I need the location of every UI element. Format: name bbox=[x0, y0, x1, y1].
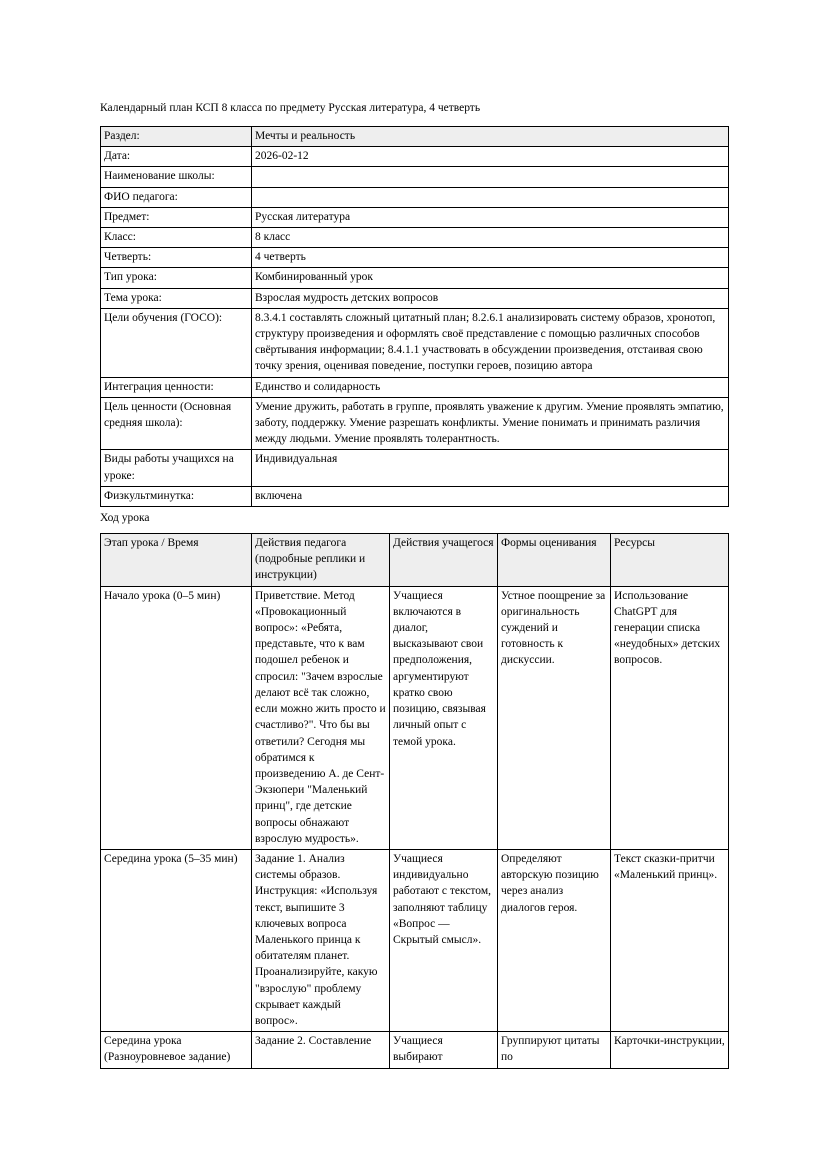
info-label: Четверть: bbox=[101, 248, 252, 268]
table-row bbox=[101, 167, 729, 187]
column-header-assessment: Формы оценивания bbox=[498, 534, 611, 587]
cell-stage: Середина урока (Разноуровневое задание) bbox=[101, 1032, 252, 1068]
info-label: Тема урока: bbox=[101, 288, 252, 308]
cell-teacher-actions: Задание 1. Анализ системы образов. Инструкция: «Используя текст, выпишите 3 ключевых вопроса Маленького принца к обитателям планет. Проанализируйте, какую "взрослую" проблему скрывает каждый вопрос». bbox=[252, 849, 390, 1031]
table-row bbox=[101, 1032, 729, 1068]
cell-student-actions: Учащиеся включаются в диалог, высказывают свои предположения, аргументируют кратко свою позицию, связывая личный опыт с темой урока. bbox=[390, 586, 498, 849]
info-label: Тип урока: bbox=[101, 268, 252, 288]
lesson-flow-body bbox=[101, 586, 729, 1068]
info-label: Физкультминутка: bbox=[101, 486, 252, 506]
info-value: Индивидуальная bbox=[252, 450, 729, 486]
cell-assessment: Определяют авторскую позицию через анализ диалогов героя. bbox=[498, 849, 611, 1031]
lesson-info-table bbox=[100, 126, 729, 507]
table-row bbox=[101, 268, 729, 288]
info-label: Предмет: bbox=[101, 207, 252, 227]
info-label: Класс: bbox=[101, 228, 252, 248]
lesson-flow-header bbox=[101, 534, 729, 587]
info-label: Интеграция ценности: bbox=[101, 377, 252, 397]
info-label: ФИО педагога: bbox=[101, 187, 252, 207]
cell-resources: Использование ChatGPT для генерации списка «неудобных» детских вопросов. bbox=[611, 586, 729, 849]
cell-teacher-actions: Приветствие. Метод «Провокационный вопрос»: «Ребята, представьте, что к вам подошел ребенок и спросил: "Зачем взрослые делают всё так сложно, если можно жить просто и счастливо?". Что бы вы ответили? Сегодня мы обратимся к произведению А. де Сент-Экзюпери "Маленький принц", где детские вопросы обнажают взрослую мудрость». bbox=[252, 586, 390, 849]
column-header-stage: Этап урока / Время bbox=[101, 534, 252, 587]
table-row bbox=[101, 486, 729, 506]
lesson-info-body bbox=[101, 127, 729, 507]
info-value: Умение дружить, работать в группе, проявлять уважение к другим. Умение проявлять эмпатию, заботу, поддержку. Умение разрешать конфликты. Умение понимать и принимать различия между людьми. Умение проявлять толерантность. bbox=[252, 397, 729, 450]
table-row bbox=[101, 187, 729, 207]
section-label-lesson-flow: Ход урока bbox=[100, 512, 150, 525]
info-value bbox=[252, 167, 729, 187]
column-header-student-actions: Действия учащегося bbox=[390, 534, 498, 587]
info-value: 4 четверть bbox=[252, 248, 729, 268]
cell-teacher-actions: Задание 2. Составление bbox=[252, 1032, 390, 1068]
page-title: Календарный план КСП 8 класса по предмету Русская литература, 4 четверть bbox=[100, 102, 481, 114]
cell-student-actions: Учащиеся выбирают bbox=[390, 1032, 498, 1068]
table-row bbox=[101, 127, 729, 147]
table-row bbox=[101, 849, 729, 1031]
cell-student-actions: Учащиеся индивидуально работают с текстом, заполняют таблицу «Вопрос — Скрытый смысл». bbox=[390, 849, 498, 1031]
table-row bbox=[101, 248, 729, 268]
info-value: Русская литература bbox=[252, 207, 729, 227]
table-row bbox=[101, 397, 729, 450]
info-value: Мечты и реальность bbox=[252, 127, 729, 147]
table-row bbox=[101, 228, 729, 248]
lesson-flow-table bbox=[100, 533, 729, 1069]
info-label: Виды работы учащихся на уроке: bbox=[101, 450, 252, 486]
info-value: включена bbox=[252, 486, 729, 506]
info-value bbox=[252, 187, 729, 207]
table-row bbox=[101, 586, 729, 849]
table-row bbox=[101, 288, 729, 308]
table-row bbox=[101, 207, 729, 227]
cell-stage: Начало урока (0–5 мин) bbox=[101, 586, 252, 849]
column-header-resources: Ресурсы bbox=[611, 534, 729, 587]
info-value: Комбинированный урок bbox=[252, 268, 729, 288]
info-value: 2026-02-12 bbox=[252, 147, 729, 167]
cell-assessment: Устное поощрение за оригинальность суждений и готовность к дискуссии. bbox=[498, 586, 611, 849]
info-label: Дата: bbox=[101, 147, 252, 167]
table-row bbox=[101, 377, 729, 397]
info-label: Раздел: bbox=[101, 127, 252, 147]
info-label: Цель ценности (Основная средняя школа): bbox=[101, 397, 252, 450]
info-label: Наименование школы: bbox=[101, 167, 252, 187]
table-row bbox=[101, 308, 729, 377]
table-header-row bbox=[101, 534, 729, 587]
table-row bbox=[101, 147, 729, 167]
info-value: Взрослая мудрость детских вопросов bbox=[252, 288, 729, 308]
cell-resources: Карточки-инструкции, bbox=[611, 1032, 729, 1068]
cell-resources: Текст сказки-притчи «Маленький принц». bbox=[611, 849, 729, 1031]
column-header-teacher-actions: Действия педагога (подробные реплики и инструкции) bbox=[252, 534, 390, 587]
info-label: Цели обучения (ГОСО): bbox=[101, 308, 252, 377]
table-row bbox=[101, 450, 729, 486]
cell-assessment: Группируют цитаты по bbox=[498, 1032, 611, 1068]
info-value: Единство и солидарность bbox=[252, 377, 729, 397]
info-value: 8 класс bbox=[252, 228, 729, 248]
cell-stage: Середина урока (5–35 мин) bbox=[101, 849, 252, 1031]
info-value: 8.3.4.1 составлять сложный цитатный план; 8.2.6.1 анализировать систему образов, хронотоп, структуру произведения и оформлять своё представление с помощью различных способов свёртывания информации; 8.4.1.1 участвовать в обсуждении произведения, отстаивая свою точку зрения, оценивая поведение, поступки героев, позицию автора bbox=[252, 308, 729, 377]
